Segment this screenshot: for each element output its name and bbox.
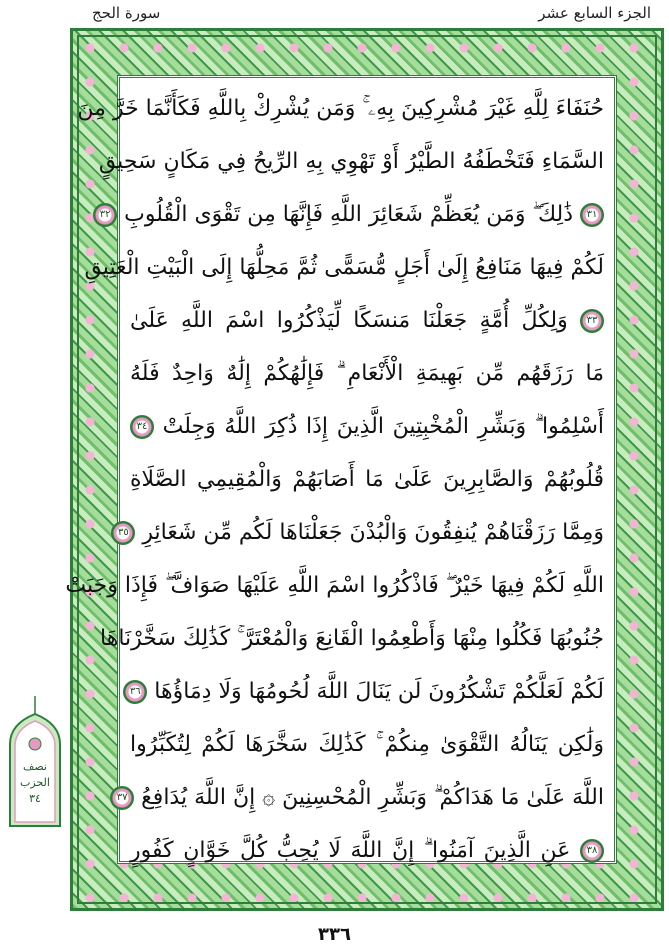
page-frame — [65, 28, 664, 911]
text-area — [65, 75, 617, 864]
surah-name: سورة الحج — [92, 4, 161, 22]
ayah-marker: ٣٨ — [580, 839, 604, 863]
line-text: أَسْلِمُوا ۗ وَبَشِّرِ الْمُخْبِتِينَ الَّذِينَ إِذَا ذُكِرَ اللَّهُ وَجِلَتْ — [162, 414, 604, 439]
text-line — [65, 561, 604, 611]
hizb-number: ٣٤ — [29, 792, 41, 805]
ayah-marker: ٣٣ — [580, 309, 604, 333]
line-text: حُنَفَاءَ لِلَّهِ غَيْرَ مُشْرِكِينَ بِهِۦ ۚ وَمَن يُشْرِكْ بِاللَّهِ فَكَأَنَّمَا خَرَّ مِنَ — [77, 96, 604, 121]
ayah-marker: ٣٤ — [130, 415, 154, 439]
line-text: وَلِكُلِّ أُمَّةٍ جَعَلْنَا مَنسَكًا لِّيَذْكُرُوا اسْمَ اللَّهِ عَلَىٰ — [130, 308, 568, 333]
text-line — [130, 402, 604, 452]
juz-name: الجزء السابع عشر — [538, 4, 651, 22]
line-text: اللَّهِ لَكُمْ فِيهَا خَيْرٌ ۖ فَاذْكُرُوا اسْمَ اللَّهِ عَلَيْهَا صَوَافَّ ۖ فَإِذَا وَجَبَتْ — [65, 573, 604, 598]
line-text: جُنُوبُهَا فَكُلُوا مِنْهَا وَأَطْعِمُوا الْقَانِعَ وَالْمُعْتَرَّ ۚ كَذَٰلِكَ سَخَّرْنَاهَا — [100, 626, 604, 651]
line-text: وَمِمَّا رَزَقْنَاهُمْ يُنفِقُونَ وَالْبُدْنَ جَعَلْنَاهَا لَكُم مِّن شَعَائِرِ — [142, 520, 604, 545]
text-line — [117, 508, 604, 558]
ayah-marker: ٣٥ — [111, 521, 135, 545]
text-line — [116, 773, 604, 823]
line-text: السَّمَاءِ فَتَخْطَفُهُ الطَّيْرُ أَوْ تَهْوِي بِهِ الرِّيحُ فِي مَكَانٍ سَحِيقٍ — [98, 149, 604, 174]
line-text: اللَّهَ عَلَىٰ مَا هَدَاكُمْ ۗ وَبَشِّرِ الْمُحْسِنِينَ ۞ إِنَّ اللَّهَ يُدَافِعُ — [141, 785, 604, 810]
text-line — [99, 190, 604, 240]
hizb-medallion — [6, 696, 64, 828]
text-line — [130, 826, 604, 876]
hizb-quarter: نصف — [23, 760, 47, 773]
ayah-marker: ٣٢ — [93, 203, 117, 227]
text-line — [130, 349, 604, 399]
text-line — [98, 137, 604, 187]
text-line — [84, 243, 604, 293]
text-line — [130, 455, 604, 505]
text-line — [100, 614, 604, 664]
line-text: عَنِ الَّذِينَ آمَنُوا ۗ إِنَّ اللَّهَ لَا يُحِبُّ كُلَّ خَوَّانٍ كَفُورٍ — [130, 838, 571, 863]
line-text: لَكُمْ فِيهَا مَنَافِعُ إِلَىٰ أَجَلٍ مُّسَمًّى ثُمَّ مَحِلُّهَا إِلَى الْبَيْتِ الْعَتِيقِ — [84, 255, 604, 280]
line-text: ذَٰلِكَ ۖ وَمَن يُعَظِّمْ شَعَائِرَ اللَّهِ فَإِنَّهَا مِن تَقْوَى الْقُلُوبِ — [124, 202, 573, 227]
ayah-marker: ٣٧ — [110, 786, 134, 810]
text-line — [130, 667, 604, 717]
hizb-word: الحزب — [20, 776, 50, 789]
line-text: قُلُوبُهُمْ وَالصَّابِرِينَ عَلَىٰ مَا أَصَابَهُمْ وَالْمُقِيمِي الصَّلَاةِ — [130, 467, 604, 492]
text-line — [130, 720, 604, 770]
text-line — [77, 84, 604, 134]
text-line — [130, 296, 604, 346]
ayah-marker: ٣١ — [580, 203, 604, 227]
line-text: وَلَٰكِن يَنَالُهُ التَّقْوَىٰ مِنكُمْ ۚ كَذَٰلِكَ سَخَّرَهَا لَكُمْ لِتُكَبِّرُوا — [130, 732, 604, 757]
page-number: ٣٣٦ — [318, 924, 351, 945]
line-text: لَكُمْ لَعَلَّكُمْ تَشْكُرُونَ لَن يَنَالَ اللَّهَ لُحُومُهَا وَلَا دِمَاؤُهَا — [154, 679, 604, 704]
line-text: مَا رَزَقَهُم مِّن بَهِيمَةِ الْأَنْعَامِ ۗ فَإِلَٰهُكُمْ إِلَٰهٌ وَاحِدٌ فَلَهُ — [130, 361, 604, 386]
ayah-marker: ٣٦ — [123, 680, 147, 704]
